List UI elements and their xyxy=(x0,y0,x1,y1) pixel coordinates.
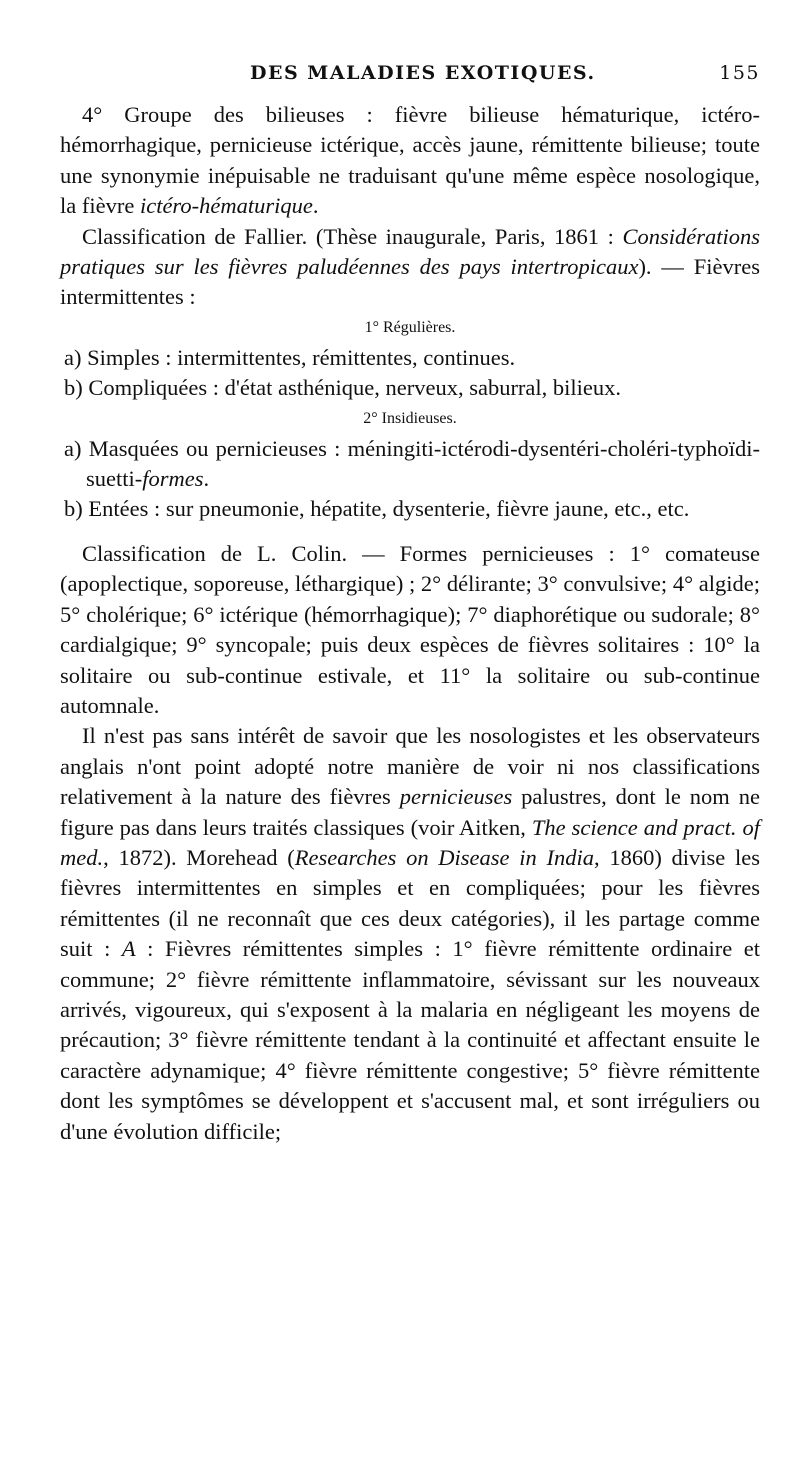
paragraph-anglais xyxy=(60,721,760,1147)
paragraph-fallier xyxy=(60,222,760,313)
emphasis: formes xyxy=(142,466,204,492)
text-run: palustres, dont le nom ne figure pas dans leurs traités classiques (voir Aitken, xyxy=(60,784,760,840)
running-title: DES MALADIES EXOTIQUES. xyxy=(250,62,596,84)
emphasis: A xyxy=(121,936,136,962)
text-run: : Fièvres rémittentes simples : 1° fièvre rémittente ordinaire et commune; 2° fièvre rémittente inflammatoire, sévissant sur les nouveaux arrivés, vigoureux, qui s'exposent à la malaria en négligeant les moyens de précaution; 3° fièvre rémittente tendant à la continuité et affectant ensuite le caractère adynamique; 4° fièvre rémittente congestive; 5° fièvre rémittente dont les symptômes se développent et s'accusent mal, et sont irréguliers ou d'une évolution difficile; xyxy=(60,936,760,1144)
page-number: 155 xyxy=(719,62,760,84)
list-item: b) Entées : sur pneumonie, hépatite, dysenterie, fièvre jaune, etc., etc. xyxy=(64,496,690,522)
running-header xyxy=(60,60,760,90)
text-run: . xyxy=(312,193,319,219)
subheading-insidieuses: 2° Insidieuses. xyxy=(363,409,457,427)
emphasis: Researches on Disease in India xyxy=(294,844,594,870)
emphasis: ictéro-hématurique xyxy=(139,193,313,219)
spacer xyxy=(60,525,760,539)
paragraph-colin: Classification de L. Colin. — Formes pernicieuses : 1° comateuse (apoplectique, soporeuse, léthargique) ; 2° délirante; 3° convulsive; 4° algide; 5° cholérique; 6° ictérique (hémorrhagique); 7° diaphorétique ou sudorale; 8° cardialgique; 9° syncopale; puis deux espèces de fièvres solitaires : 10° la solitaire ou sub-continue estivale, et 11° la solitaire ou sub-continue automnale. xyxy=(60,540,760,718)
body-text xyxy=(60,100,760,1147)
list-item: a) Simples : intermittentes, rémittentes, continues. xyxy=(64,344,516,370)
list-item: b) Compliquées : d'état asthénique, nerveux, saburral, bilieux. xyxy=(64,375,622,401)
emphasis: pernicieuses xyxy=(399,784,513,810)
text-run: , 1860) divise les fièvres intermittentes en simples et en compliquées; pour les fièvres rémittentes (il ne reconnaît que ces deux catégories), il les partage comme suit : xyxy=(60,844,761,962)
text-run: . xyxy=(203,466,210,492)
paragraph-bilieuses xyxy=(60,100,760,222)
text-run: a) Masquées ou pernicieuses : méningiti-ictérodi-dysentéri-choléri-typhoïdi-suetti- xyxy=(64,435,760,492)
subheading-regulieres: 1° Régulières. xyxy=(364,318,456,336)
text-run: Classification de Fallier. (Thèse inaugurale, Paris, 1861 : xyxy=(82,223,623,249)
emphasis: Considérations pratiques sur les fièvres paludéennes des pays intertropicaux xyxy=(60,223,760,280)
text-run: ). — Fièvres intermittentes : xyxy=(60,254,760,310)
list-item xyxy=(60,434,760,495)
text-run: 4° Groupe des bilieuses : fièvre bilieuse hématurique, ictéro-hémorrhagique, pernicieuse ictérique, accès jaune, rémittente bilieuse; toute une synonymie inépuisable ne traduisant qu'une même espèce nosologique, la fièvre xyxy=(60,102,760,219)
text-run: , 1872). Morehead ( xyxy=(103,844,295,870)
text-run: Il n'est pas sans intérêt de savoir que les nosologistes et les observateurs anglais n'ont point adopté notre manière de voir ni nos classifications relativement à la nature des fièvres xyxy=(60,723,760,810)
emphasis: The science and pract. of med. xyxy=(60,814,761,870)
